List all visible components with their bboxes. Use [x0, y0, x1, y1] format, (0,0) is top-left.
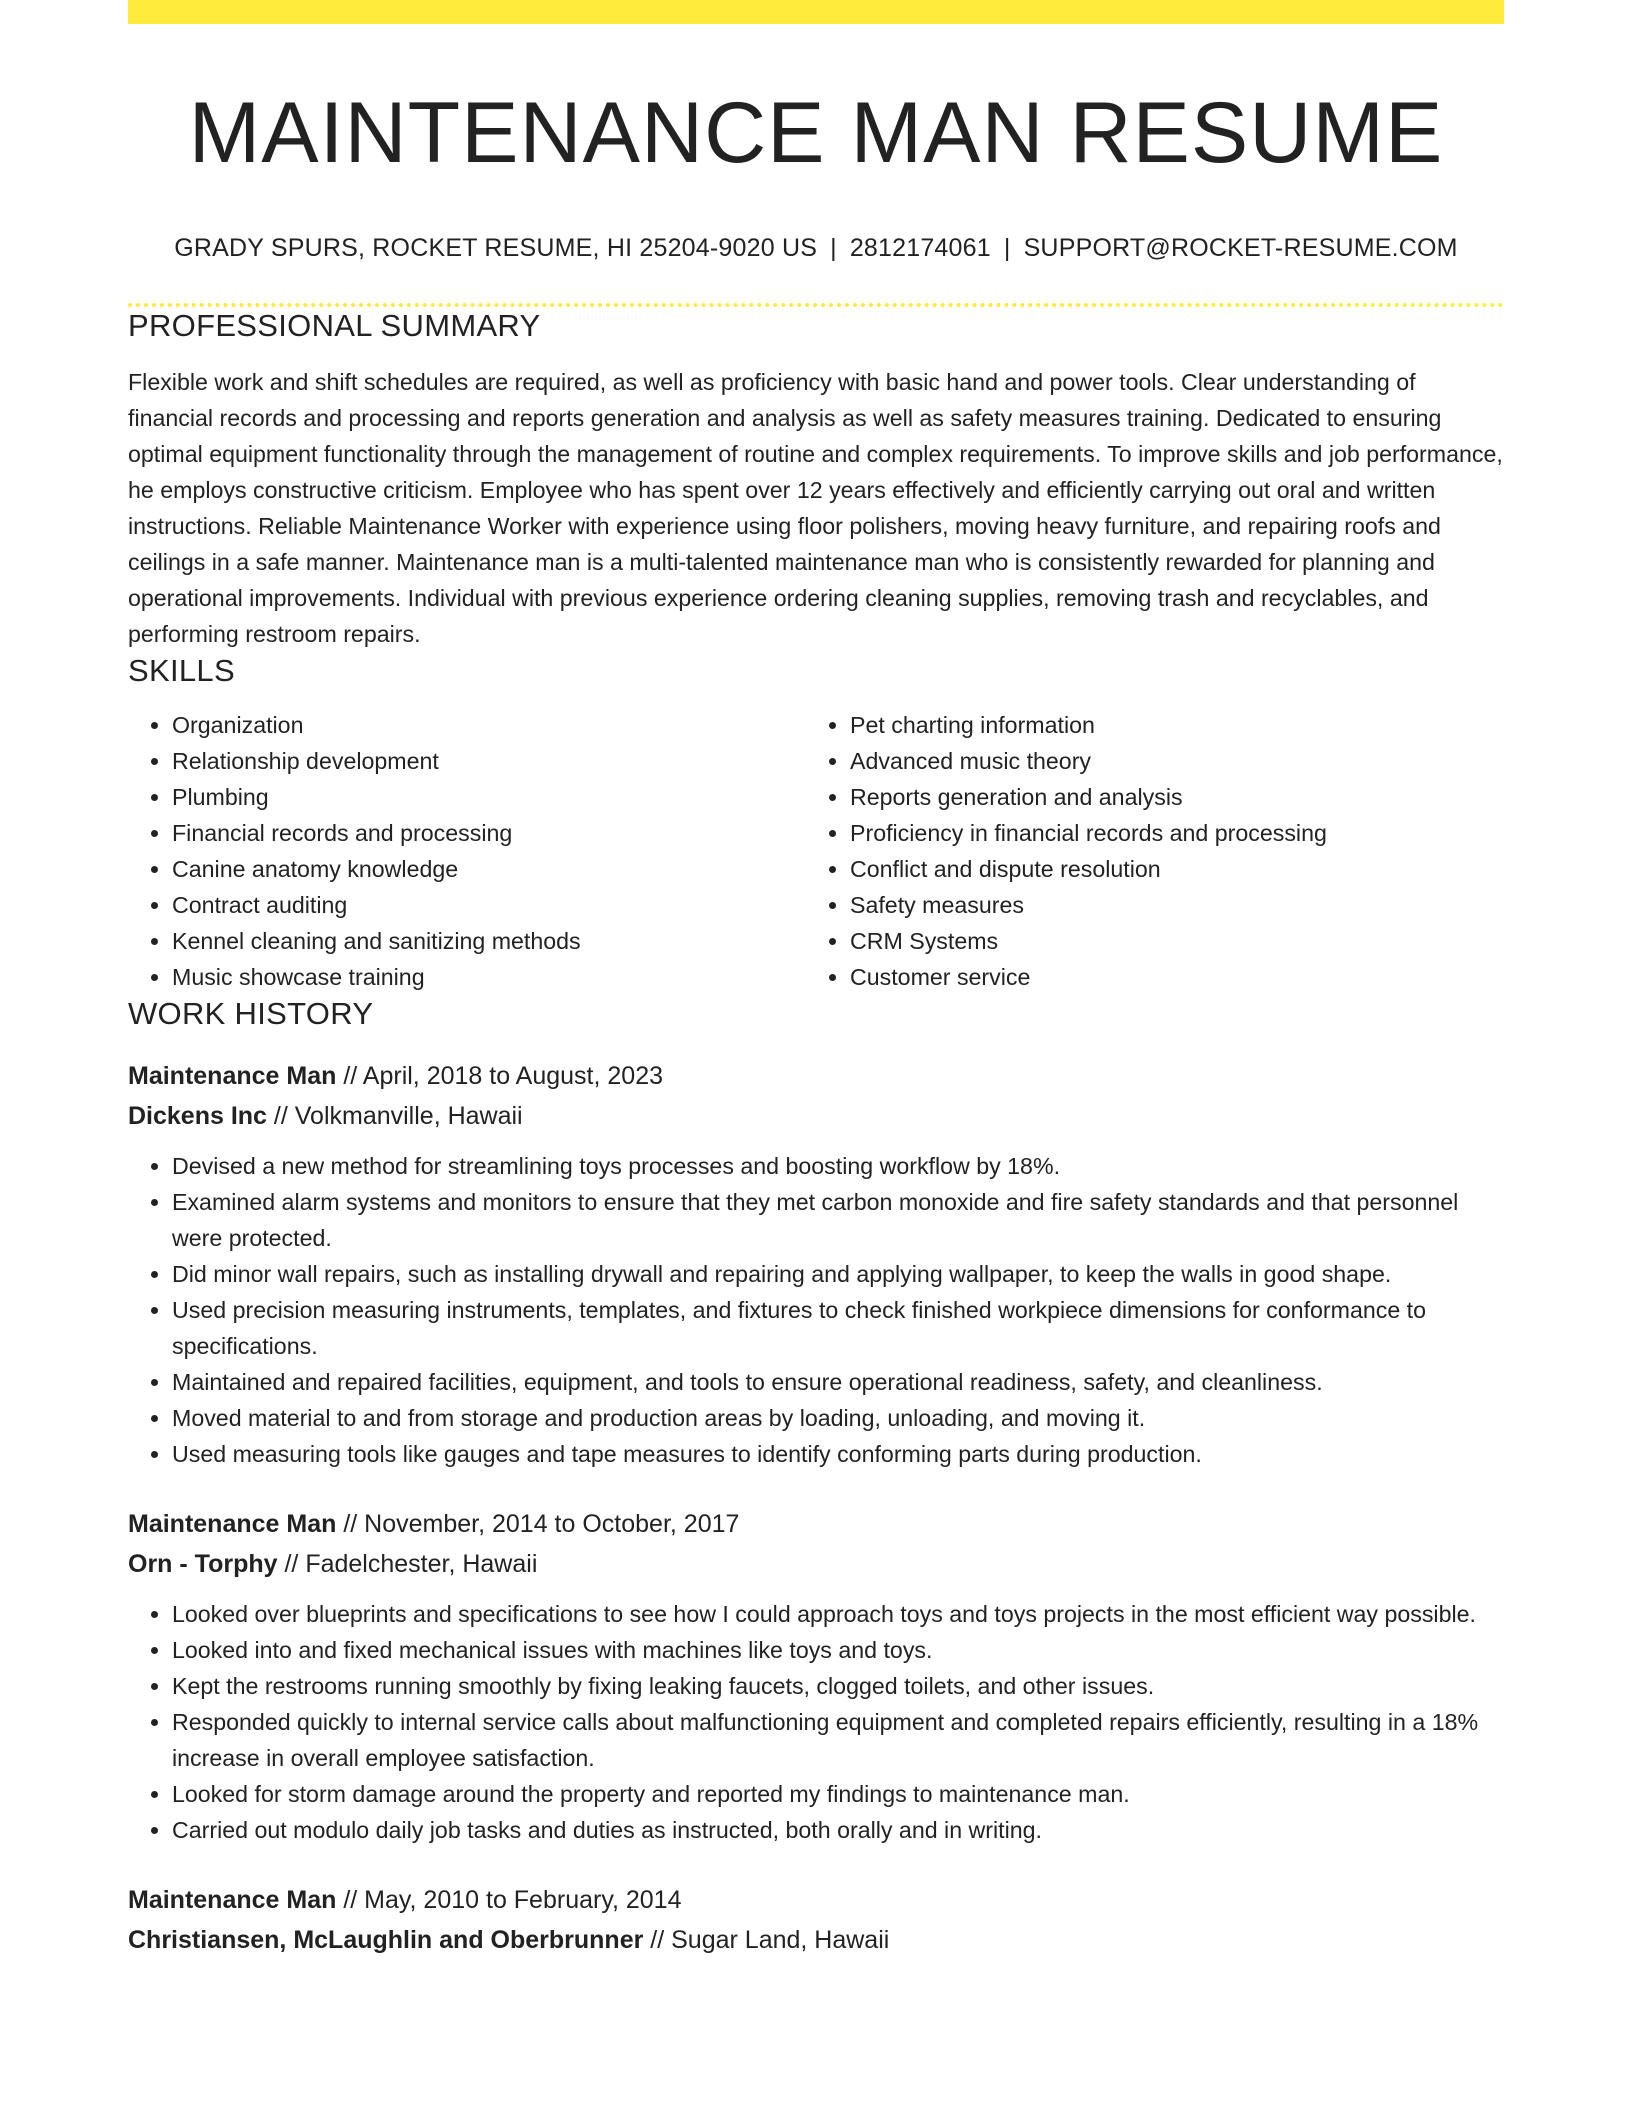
contact-separator: | — [1003, 233, 1011, 262]
skill-item: • Advanced music theory — [850, 743, 1504, 779]
skill-item: • Reports generation and analysis — [850, 779, 1504, 815]
summary-heading: PROFESSIONAL SUMMARY — [128, 307, 541, 343]
accent-bar — [128, 0, 1504, 24]
skills-columns — [128, 707, 1504, 995]
work-history-heading: WORK HISTORY — [128, 995, 374, 1031]
skill-item: • Conflict and dispute resolution — [850, 851, 1504, 887]
skill-item: • Financial records and processing — [172, 815, 806, 851]
skills-list-left — [128, 707, 806, 995]
job-title: Maintenance Man — [128, 1886, 337, 1915]
work-history-list — [128, 1056, 1504, 1960]
job-bullet: • Looked into and fixed mechanical issues with machines like toys and toys. — [172, 1632, 1504, 1668]
job-bullet: • Used measuring tools like gauges and tape measures to identify conforming parts during production. — [172, 1436, 1504, 1472]
job-title-line — [128, 1880, 1504, 1920]
job-bullets — [128, 1596, 1504, 1848]
job-location: // Sugar Land, Hawaii — [650, 1926, 890, 1955]
skills-heading: SKILLS — [128, 652, 235, 688]
skill-item: • Pet charting information — [850, 707, 1504, 743]
job-company-line — [128, 1920, 1504, 1960]
job-title-line — [128, 1504, 1504, 1544]
job-dates: // November, 2014 to October, 2017 — [343, 1510, 740, 1539]
contact-phone: 2812174061 — [849, 233, 991, 262]
job-bullet: • Kept the restrooms running smoothly by fixing leaking faucets, clogged toilets, and other issues. — [172, 1668, 1504, 1704]
job-location: // Fadelchester, Hawaii — [284, 1550, 538, 1579]
contact-address: GRADY SPURS, ROCKET RESUME, HI 25204-9020 US — [174, 233, 818, 262]
skill-item: • Safety measures — [850, 887, 1504, 923]
job-title: Maintenance Man — [128, 1510, 337, 1539]
job-dates: // May, 2010 to February, 2014 — [343, 1886, 682, 1915]
contact-line — [128, 233, 1504, 263]
job-bullet: • Maintained and repaired facilities, equipment, and tools to ensure operational readiness, safety, and cleanliness. — [172, 1364, 1504, 1400]
skill-item: • Contract auditing — [172, 887, 806, 923]
job-title-line — [128, 1056, 1504, 1096]
job-bullet: • Looked over blueprints and specifications to see how I could approach toys and toys projects in the most efficient way possible. — [172, 1596, 1504, 1632]
skill-item: • Kennel cleaning and sanitizing methods — [172, 923, 806, 959]
job-dates: // April, 2018 to August, 2023 — [343, 1062, 664, 1091]
job-entry — [128, 1880, 1504, 1960]
resume-title: MAINTENANCE MAN RESUME — [188, 85, 1444, 181]
skill-item: • Canine anatomy knowledge — [172, 851, 806, 887]
summary-text: Flexible work and shift schedules are required, as well as proficiency with basic hand and power tools. Clear understanding of financial records and processing and reports generation and analysis as well as safety measures training. Dedicated to ensuring optimal equipment functionality through the management of routine and complex requirements. To improve skills and job performance, he employs constructive criticism. Employee who has spent over 12 years effectively and efficiently carrying out oral and written instructions. Reliable Maintenance Worker with experience using floor polishers, moving heavy furniture, and repairing roofs and ceilings in a safe manner. Maintenance man is a multi-talented maintenance man who is consistently rewarded for planning and operational improvements. Individual with previous experience ordering cleaning supplies, removing trash and recyclables, and performing restroom repairs. — [128, 368, 1503, 647]
skill-item: • Relationship development — [172, 743, 806, 779]
job-location: // Volkmanville, Hawaii — [273, 1102, 523, 1131]
skill-item: • Organization — [172, 707, 806, 743]
skills-list-right — [806, 707, 1504, 995]
job-bullet: • Responded quickly to internal service calls about malfunctioning equipment and completed repairs efficiently, resulting in a 18% increase in overall employee satisfaction. — [172, 1704, 1504, 1776]
skill-item: • CRM Systems — [850, 923, 1504, 959]
job-company-line — [128, 1096, 1504, 1136]
job-bullet: • Did minor wall repairs, such as installing drywall and repairing and applying wallpaper, to keep the walls in good shape. — [172, 1256, 1504, 1292]
job-bullet: • Carried out modulo daily job tasks and duties as instructed, both orally and in writing. — [172, 1812, 1504, 1848]
skill-item: • Music showcase training — [172, 959, 806, 995]
skill-item: • Plumbing — [172, 779, 806, 815]
job-bullet: • Examined alarm systems and monitors to ensure that they met carbon monoxide and fire safety standards and that personnel were protected. — [172, 1184, 1504, 1256]
job-bullets — [128, 1148, 1504, 1472]
job-entry — [128, 1504, 1504, 1848]
contact-separator: | — [830, 233, 837, 262]
job-company: Orn - Torphy — [128, 1550, 278, 1579]
job-bullet: • Moved material to and from storage and production areas by loading, unloading, and moving it. — [172, 1400, 1504, 1436]
job-entry — [128, 1056, 1504, 1472]
job-bullet: • Used precision measuring instruments, templates, and fixtures to check finished workpiece dimensions for conformance to specifications. — [172, 1292, 1504, 1364]
job-company: Dickens Inc — [128, 1102, 267, 1131]
job-company-line — [128, 1544, 1504, 1584]
job-title: Maintenance Man — [128, 1062, 337, 1091]
resume-page — [128, 0, 1504, 1960]
job-company: Christiansen, McLaughlin and Oberbrunner — [128, 1926, 644, 1955]
job-bullet: • Devised a new method for streamlining toys processes and boosting workflow by 18%. — [172, 1148, 1504, 1184]
skill-item: • Proficiency in financial records and processing — [850, 815, 1504, 851]
job-bullet: • Looked for storm damage around the property and reported my findings to maintenance man. — [172, 1776, 1504, 1812]
contact-email: SUPPORT@ROCKET-RESUME.COM — [1023, 233, 1458, 262]
skill-item: • Customer service — [850, 959, 1504, 995]
